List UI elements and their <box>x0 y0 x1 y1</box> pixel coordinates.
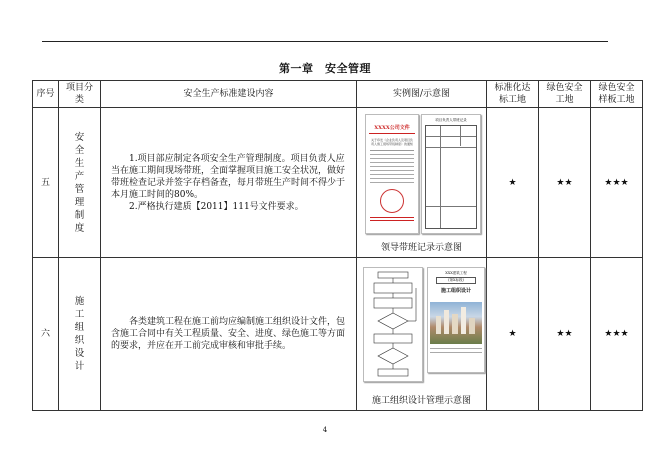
header-rule <box>42 41 608 42</box>
rating-green: ★★ <box>539 108 591 258</box>
header-green: 绿色安全工地 <box>539 81 591 108</box>
row-number: 六 <box>33 258 59 411</box>
example-caption: 施工组织设计管理示意图 <box>371 396 471 406</box>
row-example <box>357 258 487 411</box>
rating-green: ★★ <box>539 258 591 411</box>
red-seal-icon <box>380 189 404 213</box>
row-category: 施工组织设计 <box>59 258 101 411</box>
row-example <box>357 108 487 258</box>
flowchart-diagram-icon <box>364 268 422 381</box>
header-category: 项目分类 <box>59 81 101 108</box>
row-content: 1.项目部应制定各项安全生产管理制度。项目负责人应当在施工期间现场带班，全面掌握项目施工安全状况，做好带班检查记录并签字存档备查，每月带班生产时间不得少于本月施工时间的80%。 2.严格执行建质【2011】111号文件要求。 <box>101 108 357 258</box>
row-content: 各类建筑工程在施工前均应编制施工组织设计文件，包含施工合同中有关工程质量、安全、进度、绿色施工等方面的要求，并应在开工前完成审核和审批手续。 <box>101 258 357 411</box>
header-no: 序号 <box>33 81 59 108</box>
header-content: 安全生产标准建设内容 <box>101 81 357 108</box>
row-number: 五 <box>33 108 59 258</box>
rating-standard: ★ <box>487 258 539 411</box>
header-example: 实例图/示意图 <box>357 81 487 108</box>
table-row <box>33 108 643 258</box>
header-row <box>33 81 643 108</box>
building-photo <box>430 302 482 344</box>
header-standard: 标准化达标工地 <box>487 81 539 108</box>
rating-standard: ★ <box>487 108 539 258</box>
record-form-thumbnail: 项目负责人带班记录 <box>421 114 481 234</box>
page-number: 4 <box>322 426 328 434</box>
rating-model: ★★★ <box>591 258 643 411</box>
chapter-title: 第一章 安全管理 <box>279 62 371 75</box>
table-row <box>33 258 643 411</box>
row-category: 安全生产管理制度 <box>59 108 101 258</box>
document-thumbnail: XXXX公司文件 关于印发《企业负责人及项目负责人施工现场带班制度》的通知 <box>365 114 419 234</box>
standards-table <box>32 80 643 411</box>
flowchart-thumbnail <box>363 267 423 382</box>
example-caption: 领导带班记录示意图 <box>380 243 462 253</box>
rating-model: ★★★ <box>591 108 643 258</box>
header-model: 绿色安全样板工地 <box>591 81 643 108</box>
cover-thumbnail: XXX建筑工程 (第X标段) 施工组织设计 <box>427 267 485 373</box>
